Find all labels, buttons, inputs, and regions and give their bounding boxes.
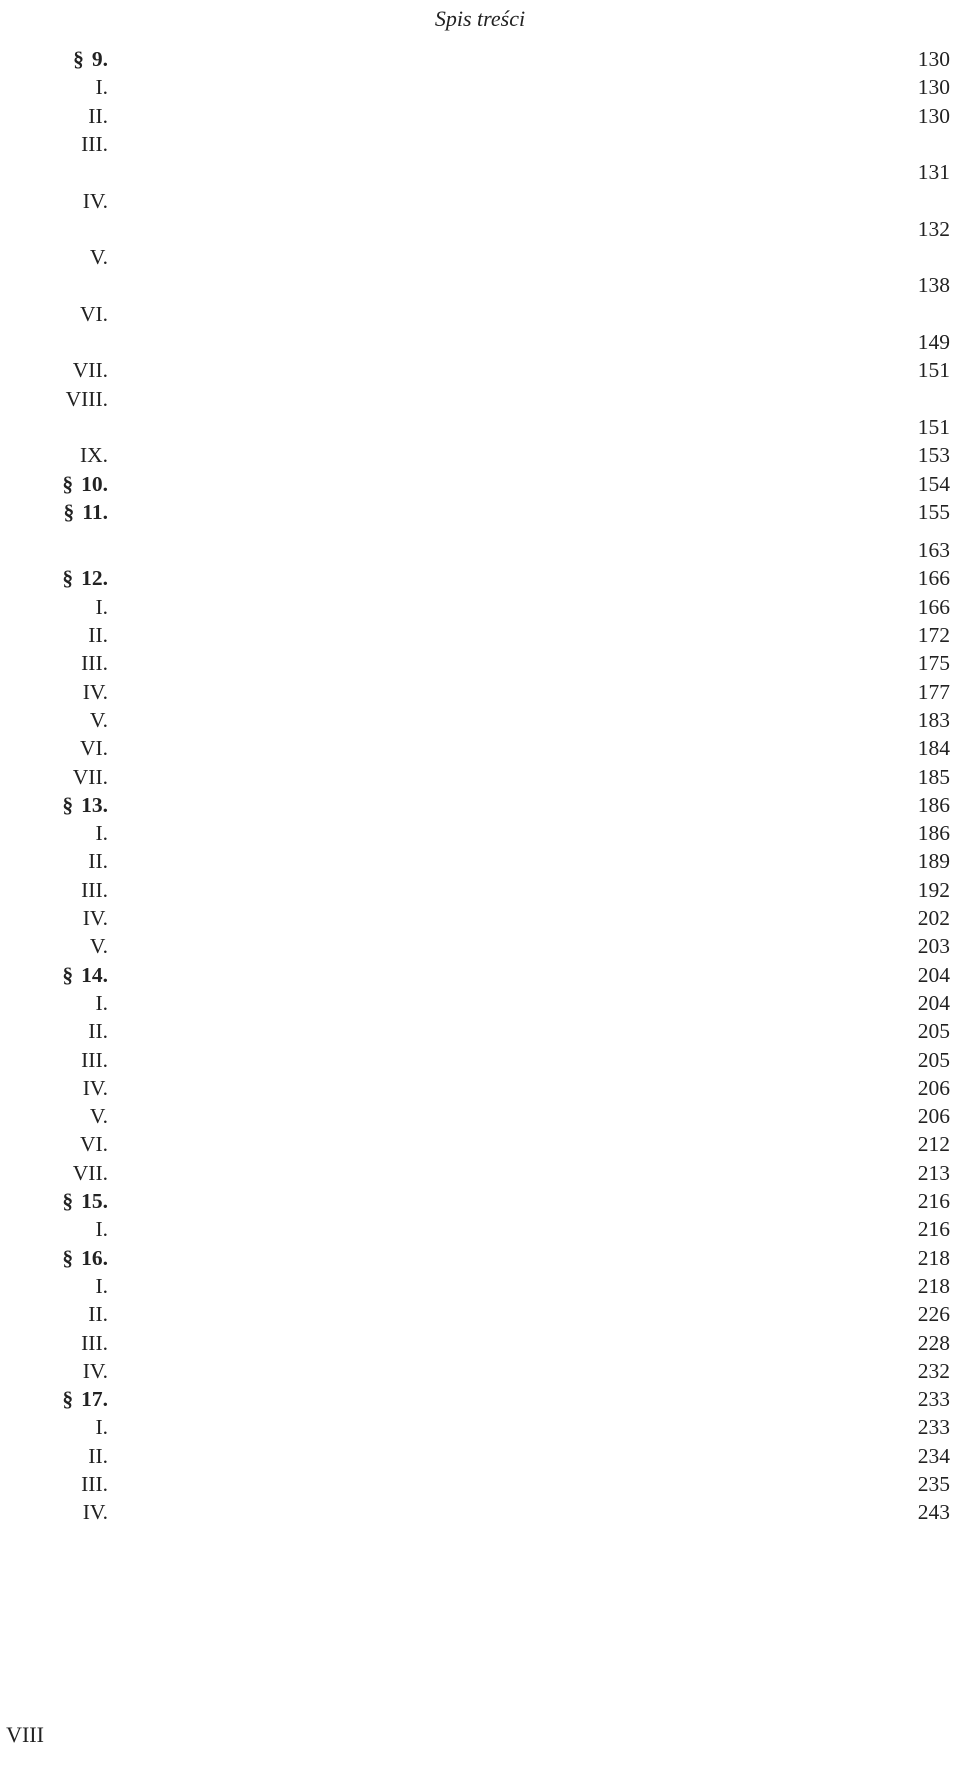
entry-number (0, 104, 108, 129)
entry-number (0, 595, 108, 620)
page-number: VIII (6, 1722, 44, 1747)
entry-number (0, 991, 108, 1016)
entry-number (0, 1048, 108, 1073)
entry-number (0, 1246, 108, 1271)
toc-row (0, 1328, 960, 1359)
entry-number (0, 1500, 108, 1525)
entry-page: 130 (917, 75, 950, 100)
entry-number-text: 12. (81, 566, 108, 591)
entry-number-text: II. (88, 623, 108, 647)
toc-row (0, 412, 960, 443)
entry-number (0, 821, 108, 846)
entry-number-text: 16. (81, 1245, 108, 1270)
entry-number (0, 1217, 108, 1242)
entry-page: 232 (917, 1358, 950, 1383)
entry-page: 234 (917, 1443, 950, 1468)
section-sign: § (62, 792, 74, 817)
running-header: Spis treści (434, 6, 526, 31)
entry-page: 130 (917, 47, 950, 71)
entry-page: 155 (917, 499, 950, 524)
toc-row (0, 1129, 960, 1160)
entry-number-text: IV. (82, 1075, 108, 1100)
section-sign: § (62, 1387, 74, 1412)
section-sign: § (62, 1245, 74, 1270)
entry-number-text: 14. (81, 962, 108, 987)
entry-page: 175 (917, 651, 950, 676)
entry-number (0, 651, 108, 676)
entry-number (0, 765, 108, 790)
entry-page: 218 (917, 1245, 950, 1270)
toc-row (0, 1271, 960, 1302)
entry-number-text: VIII. (65, 386, 108, 411)
entry-number-text: I. (95, 1217, 108, 1242)
entry-page: 235 (917, 1472, 950, 1496)
toc-row (0, 1016, 960, 1047)
section-sign: § (62, 1189, 74, 1213)
toc-row (0, 1356, 960, 1387)
toc-row (0, 186, 960, 217)
entry-page: 204 (917, 990, 950, 1015)
entry-number-text: V. (89, 934, 108, 959)
entry-number (0, 1331, 108, 1356)
entry-number-text: I. (95, 1273, 108, 1298)
entry-number (0, 1472, 108, 1497)
entry-page: 138 (917, 273, 950, 298)
entry-number (0, 1076, 108, 1101)
entry-page: 186 (917, 792, 950, 817)
toc-row (0, 846, 960, 877)
toc-row (0, 101, 960, 132)
entry-number (0, 1132, 108, 1157)
entry-number-text: II. (88, 1019, 108, 1044)
entry-page: 132 (917, 216, 950, 241)
entry-number (0, 1387, 108, 1412)
entry-number-text: 11. (82, 499, 108, 524)
entry-number (0, 1415, 108, 1440)
entry-page: 216 (917, 1217, 950, 1242)
toc-row (0, 762, 960, 793)
entry-page: 185 (917, 764, 950, 789)
toc-row (0, 440, 960, 471)
entry-number (0, 1189, 108, 1214)
toc-row (0, 1101, 960, 1132)
entry-number (0, 1359, 108, 1384)
entry-number-text: V. (89, 707, 108, 732)
entry-number-text: II. (88, 103, 108, 128)
toc-row (0, 1186, 960, 1217)
entry-page: 226 (917, 1302, 950, 1327)
toc-row (0, 299, 960, 330)
entry-number-text: II. (88, 1302, 108, 1327)
entry-number-text: VI. (79, 1132, 108, 1157)
toc-chapter-row (0, 535, 960, 566)
toc-row (0, 384, 960, 415)
entry-page: 177 (917, 679, 950, 704)
entry-number (0, 1104, 108, 1129)
entry-number-text: II. (88, 849, 108, 874)
entry-number (0, 708, 108, 733)
entry-number (0, 1161, 108, 1186)
entry-number (0, 472, 108, 497)
entry-number-text: III. (81, 651, 108, 676)
toc-row (0, 1158, 960, 1189)
toc-row (0, 157, 960, 188)
entry-page: 166 (917, 594, 950, 619)
toc-row (0, 563, 960, 594)
entry-page: 212 (917, 1132, 950, 1157)
toc-row (0, 875, 960, 906)
toc-row (0, 903, 960, 934)
entry-page: 206 (917, 1075, 950, 1100)
entry-page: 151 (917, 414, 950, 439)
toc-row (0, 960, 960, 991)
toc-row (0, 1384, 960, 1415)
entry-page: 153 (917, 443, 950, 468)
entry-number-text: 17. (81, 1387, 108, 1412)
toc-row (0, 620, 960, 651)
entry-number (0, 189, 108, 214)
entry-page: 218 (917, 1273, 950, 1298)
entry-page: 205 (917, 1019, 950, 1044)
entry-page: 149 (917, 330, 950, 354)
entry-number-text: VII. (72, 764, 108, 789)
entry-number (0, 623, 108, 648)
entry-number-text: 9. (91, 47, 108, 71)
toc-row (0, 1243, 960, 1274)
entry-number (0, 302, 108, 327)
toc-row (0, 705, 960, 736)
toc-row (0, 270, 960, 301)
entry-number-text: I. (95, 990, 108, 1015)
toc-row (0, 790, 960, 821)
entry-page: 228 (917, 1330, 950, 1355)
entry-page: 163 (917, 538, 950, 563)
entry-number (0, 75, 108, 100)
toc-row (0, 592, 960, 623)
entry-page: 204 (917, 962, 950, 987)
toc-row (0, 818, 960, 849)
entry-number (0, 47, 108, 72)
entry-number (0, 1019, 108, 1044)
entry-page: 189 (917, 849, 950, 874)
entry-number-text: 13. (81, 792, 108, 817)
entry-number (0, 963, 108, 988)
section-sign: § (62, 566, 74, 591)
entry-number (0, 849, 108, 874)
entry-number (0, 906, 108, 931)
entry-number-text: 10. (81, 471, 108, 496)
section-sign: § (62, 471, 74, 496)
toc-row (0, 1045, 960, 1076)
entry-number-text: I. (95, 1415, 108, 1440)
entry-number-text: 15. (81, 1189, 108, 1213)
entry-number (0, 245, 108, 270)
entry-number (0, 934, 108, 959)
entry-number (0, 1302, 108, 1327)
toc-row (0, 1214, 960, 1245)
toc-row (0, 355, 960, 386)
entry-page: 233 (917, 1415, 950, 1440)
entry-number-text: VI. (79, 736, 108, 761)
entry-page: 216 (917, 1189, 950, 1213)
entry-page: 233 (917, 1387, 950, 1412)
entry-number (0, 736, 108, 761)
toc-row (0, 129, 960, 160)
toc-row (0, 72, 960, 103)
entry-number-text: VII. (72, 1160, 108, 1185)
toc-row (0, 648, 960, 679)
toc-row (0, 733, 960, 764)
toc-row (0, 327, 960, 358)
toc-row (0, 1497, 960, 1528)
entry-page: 183 (917, 707, 950, 732)
toc-row (0, 469, 960, 500)
entry-number-text: I. (95, 75, 108, 100)
entry-number (0, 443, 108, 468)
entry-number-text: IV. (82, 188, 108, 213)
toc-row (0, 242, 960, 273)
section-sign: § (62, 962, 74, 987)
entry-number-text: IV. (82, 1358, 108, 1383)
entry-page: 154 (917, 471, 950, 496)
entry-page: 130 (917, 103, 950, 128)
entry-page: 192 (917, 877, 950, 902)
toc-row (0, 1299, 960, 1330)
entry-page: 206 (917, 1104, 950, 1129)
entry-number (0, 1444, 108, 1469)
entry-number (0, 358, 108, 383)
toc-row (0, 988, 960, 1019)
entry-number (0, 500, 108, 525)
entry-number (0, 132, 108, 157)
toc-row (0, 1469, 960, 1500)
toc-row (0, 1412, 960, 1443)
entry-number-text: V. (89, 245, 108, 270)
entry-number (0, 387, 108, 412)
entry-page: 205 (917, 1047, 950, 1072)
entry-number (0, 878, 108, 903)
entry-number-text: VII. (72, 358, 108, 383)
entry-number-text: I. (95, 594, 108, 619)
entry-page: 202 (917, 906, 950, 930)
entry-page: 166 (917, 566, 950, 591)
entry-page: 186 (917, 821, 950, 846)
entry-page: 203 (917, 934, 950, 959)
toc-row (0, 677, 960, 708)
entry-number-text: IV. (82, 906, 108, 930)
toc-row (0, 1441, 960, 1472)
entry-page: 243 (917, 1500, 950, 1525)
entry-number-text: III. (81, 1472, 108, 1496)
entry-number-text: VI. (79, 301, 108, 326)
toc-row (0, 214, 960, 245)
toc-row (0, 44, 960, 75)
toc-row (0, 1073, 960, 1104)
section-sign: § (73, 47, 84, 71)
entry-number (0, 680, 108, 705)
entry-number-text: III. (81, 1047, 108, 1072)
entry-number-text: III. (81, 1330, 108, 1355)
entry-number-text: IX. (79, 443, 108, 468)
section-sign: § (63, 499, 75, 524)
entry-number-text: II. (88, 1443, 108, 1468)
entry-page: 172 (917, 623, 950, 647)
entry-page: 213 (917, 1160, 950, 1185)
entry-number-text: IV. (82, 1500, 108, 1525)
entry-page: 151 (917, 358, 950, 383)
entry-number (0, 793, 108, 818)
entry-page: 184 (917, 736, 950, 761)
toc-row (0, 497, 960, 528)
entry-page: 131 (917, 160, 950, 185)
entry-number-text: I. (95, 821, 108, 846)
toc-row (0, 931, 960, 962)
entry-number-text: III. (81, 877, 108, 902)
entry-number-text: IV. (82, 679, 108, 704)
entry-number (0, 566, 108, 591)
entry-number-text: V. (89, 1104, 108, 1129)
entry-number-text: III. (81, 131, 108, 156)
entry-number (0, 1274, 108, 1299)
